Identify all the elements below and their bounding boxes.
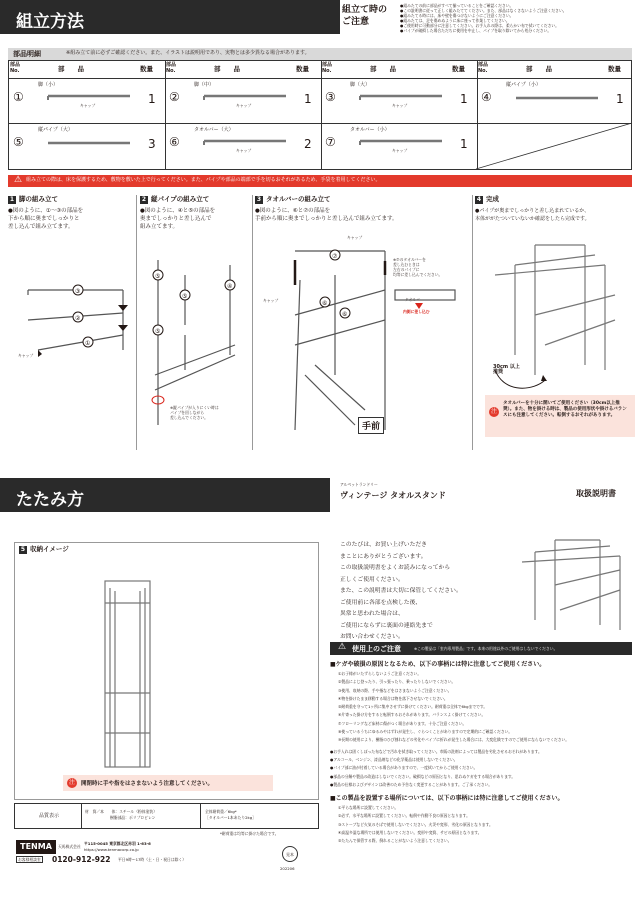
fold-title: たたみ方: [16, 490, 84, 510]
folded-stand-illustration: [15, 543, 320, 801]
page-title: 組立方法: [16, 12, 84, 32]
step-text: ●パイプが奥までしっかりと差し込まれているか、 本体ががたついていないか確認をしたら完成です。: [475, 208, 590, 222]
towel-label: タオルバー: [405, 297, 424, 302]
product-name: ヴィンテージ タオルスタンド: [340, 491, 446, 500]
part-cell: [476, 78, 632, 122]
intro-line: ご使用前に各部を点検した後、: [340, 599, 422, 606]
usage-heading: ■ケガや破損の原因となるため、以下の事柄には特に注意してご使用ください。: [330, 661, 546, 668]
notice-item: ●この説明書に従って正しく組みたててください。また、部品はなくさないようご注意ください。: [400, 8, 567, 13]
manual-label: 取扱説明書: [576, 489, 616, 498]
fold-caution-box: [63, 775, 273, 791]
part-qty: 1: [148, 92, 156, 106]
intro-line: この取扱説明書をよくお読みになってから: [340, 565, 451, 571]
part-name: 脚（大）: [350, 82, 371, 88]
step-title: 完成: [486, 195, 499, 203]
company-logo: TENMA: [16, 840, 56, 854]
part-illustration: [8, 123, 164, 167]
svg-text:⑦: ⑦: [332, 253, 338, 260]
usage-header: [330, 642, 632, 655]
part-cap-label: キャップ: [392, 148, 408, 153]
parts-note: ※組み立て前に必ずご確認ください。また、イラストは説明用であり、実物とは多少異なる場合があります。: [66, 50, 310, 56]
part-illustration: [164, 78, 320, 122]
pipe-assembly-illustration: [140, 195, 250, 450]
part-cap-label: キャップ: [236, 103, 252, 108]
part-illustration: [164, 123, 320, 167]
usage-item: ④高温多湿な場所では使用しないでください。変形や変質、サビの原因となります。: [338, 830, 482, 836]
cap-label: キャップ: [263, 298, 279, 303]
part-qty: 2: [304, 137, 312, 151]
usage-item: ⑤耐荷重を守って1ヶ所に集中させずに掛けてください。耐荷重は全体で6kgまでです。: [338, 704, 488, 710]
usage-title: 使用上のご注意: [352, 645, 401, 653]
part-illustration: [476, 78, 632, 122]
svg-text:②: ②: [75, 315, 81, 322]
part-number: ①: [13, 90, 24, 104]
svg-text:⑤: ⑤: [155, 273, 161, 280]
intro-line: まことにありがとうございます。: [340, 553, 427, 560]
empty-cell: [476, 123, 632, 169]
distance-label: 30cm 以上 推奨: [493, 364, 520, 375]
step-number: 1: [9, 196, 15, 203]
usage-body: [330, 660, 632, 846]
part-cap-label: キャップ: [236, 148, 252, 153]
doc-code: 202206: [280, 866, 295, 871]
spec-footnote: *耐荷重は均等に掛けた場合です。: [220, 831, 279, 836]
usage-item: ①平らな場所に設置してください。: [338, 805, 399, 811]
intro-text: [340, 540, 520, 644]
parts-col-header: [320, 60, 476, 78]
company-block: [14, 838, 319, 878]
part-name: 脚（小）: [38, 82, 59, 88]
spec-material: 材 質／本 体：スチール（粉体塗装）: [85, 809, 157, 814]
cap-label: キャップ: [347, 235, 363, 240]
spec-material-resin: 樹脂部品：ポリプロピレン: [110, 815, 156, 820]
fold-header-bar: [0, 478, 330, 512]
col-no-label: 部品 No.: [322, 62, 333, 74]
intro-line: お問い合わせください。: [340, 634, 404, 640]
intro-line: ご使用にならずに裏面の連絡先まで: [340, 622, 433, 629]
part-name: 縦パイプ（大）: [38, 127, 73, 133]
usage-item: ●アルコール、ベンジン、漆品剤などの化学薬品は使用しないでください。: [330, 756, 458, 762]
spec-weight: 全体耐荷重／6kg*: [205, 809, 237, 814]
svg-text:①: ①: [85, 340, 91, 347]
company-sub: 天馬株式会社: [58, 844, 81, 849]
svg-text:③: ③: [75, 288, 81, 295]
col-name-label: 部 品: [58, 65, 84, 73]
intro-line: 正しくご使用ください。: [340, 576, 404, 583]
step-number: 5: [20, 546, 26, 553]
support-phone: 0120-912-922: [52, 855, 111, 864]
part-cell: [8, 123, 164, 167]
part-cell: [164, 78, 320, 122]
fold-caution-text: 開閉時に手や指をはさまないよう注意してください。: [81, 781, 214, 787]
col-name-label: 部 品: [214, 65, 240, 73]
usage-item: ⑨長期の使用により、樹脂のひび割れなどの劣化やパイプに折れが発生した場合には、大変危険ですのでご使用にならないでください。: [338, 737, 570, 743]
towel-callout: ※⑦のタオルバーを 差し込むときは 左右のパイプに 均等に差し込んでください。: [393, 257, 443, 277]
col-qty-label: 数量: [608, 65, 621, 73]
col-no-label: 部品 No.: [10, 62, 21, 74]
support-label: お客様相談室: [18, 857, 41, 862]
part-number: ⑥: [169, 135, 180, 149]
usage-item: ●お手入れは固くしぼった布などで汚れを拭き取ってください。市販の洗剤によっては製品を劣化させるおそれがあります。: [330, 748, 542, 754]
spec-table: [14, 803, 319, 829]
part-qty: 1: [460, 92, 468, 106]
notice-list: [400, 3, 635, 33]
part-name: 脚（中）: [194, 82, 215, 88]
company-address: 〒115-0045 東京都北区赤羽 1-63-6: [84, 841, 151, 846]
step-text: ●図のように、⑥と⑦の部品を 手前から順に奥までしっかりと差し込んで組み立てます。: [255, 208, 398, 222]
spec-weight-bar: ［タオルバー1本あたり2kg］: [205, 815, 256, 820]
step-number: 2: [141, 196, 147, 203]
part-name: タオルバー（小）: [350, 127, 390, 133]
part-number: ④: [481, 90, 492, 104]
product-brand: アルペットランドリー: [340, 482, 378, 487]
svg-text:⑥: ⑥: [322, 300, 328, 307]
towelbar-assembly-illustration: [255, 195, 470, 450]
step-title: 収納イメージ: [30, 545, 69, 553]
step-text: ●図のように、④と⑤の部品を 奥までしっかりと差し込んで 組み立てます。: [140, 208, 216, 230]
notice-item: ●組みたての前に部品がすべて揃っていることをご確認ください。: [400, 3, 514, 8]
part-number: ③: [325, 90, 336, 104]
usage-item: ④物を掛けたまま移動する場合は物を落下させないでください。: [338, 695, 448, 701]
usage-item: ●製品の仕様およびデザインは改善のため予告なく変更することがあります。ご了承ください。: [330, 781, 493, 787]
top-header-bar: [0, 0, 340, 34]
part-illustration: [320, 123, 476, 167]
notice-item: ●組みたてる時には、床や壁を傷つけないようにご注意ください。: [400, 13, 514, 18]
svg-text:⑤: ⑤: [155, 328, 161, 335]
part-qty: 3: [148, 137, 156, 151]
spec-label: 品質表示: [38, 813, 59, 819]
cap-label: キャップ: [18, 353, 34, 358]
step-number: 4: [476, 196, 482, 203]
parts-header: 部品明細: [13, 50, 41, 58]
step-1: [8, 195, 134, 450]
part-qty: 1: [460, 137, 468, 151]
caution-mark: 注: [68, 779, 75, 786]
step-text: ●図のように、①〜③の部品を 下から順に奥までしっかりと 差し込んで組み立てます。: [8, 208, 84, 230]
part-cap-label: キャップ: [392, 103, 408, 108]
company-url: https://www.tenmacorp.co.jp: [84, 847, 139, 852]
part-cell: [320, 78, 476, 122]
svg-text:⑤: ⑤: [182, 293, 188, 300]
notice-item: ●組みたては、足を傷めぬように床に座って作業してください。: [400, 18, 510, 23]
part-illustration: [8, 78, 164, 122]
front-label: 手前: [358, 417, 384, 434]
step-4: [475, 195, 635, 450]
warning-text: 組み立ての際は、床を保護するため、敷物を敷いた上で行ってください。また、パイプや部品の端部で手を切るおそれがあるため、手袋を着用してください。: [26, 177, 381, 183]
col-name-label: 部 品: [370, 65, 396, 73]
notice-item: ●パイプが破損した場合ただちに使用を中止し、パイプを取り除いてから処分ください。: [400, 28, 552, 33]
usage-item: ③使用、収納の際、手や指などをはさまないようご注意ください。: [338, 687, 452, 693]
part-cell: [8, 78, 164, 122]
usage-item: ⑥片寄った掛け方をすると転倒するおそれがあります。バランスよく掛けてください。: [338, 712, 486, 718]
usage-item: ●パイプ部に油が付着している場合がありますので、一度拭いてからご使用ください。: [330, 765, 478, 771]
step-2: [140, 195, 250, 450]
svg-text:④: ④: [227, 283, 233, 290]
col-no-label: 部品 No.: [166, 62, 177, 74]
notice-item: ●ご使用時に可動部分に注意してください。お手入れの際は、柔らかい布で拭いてください。: [400, 23, 559, 28]
svg-text:⑥: ⑥: [342, 311, 348, 318]
usage-item: ●部品の分解や製品の改造はしないでください。破損などの原因となり、思わぬケガをする場合があります。: [330, 773, 516, 779]
intro-line: 異常と思われた場合は、: [340, 611, 404, 617]
step-title: 脚の組み立て: [19, 195, 58, 203]
warning-icon: ⚠: [338, 642, 347, 652]
parts-col-header: [476, 60, 632, 78]
warning-bar: [8, 175, 632, 187]
usage-item: ⑦フローリングなど床材に傷がつく場合があります。十分ご注意ください。: [338, 720, 467, 726]
notice-title: 組立て時の ご注意: [342, 5, 388, 27]
part-cap-label: キャップ: [80, 103, 96, 108]
step-title: 縦パイプの組み立て: [151, 195, 210, 203]
usage-item: ②製品によじ登ったり、引っ張ったり、乗ったりしないでください。: [338, 679, 456, 685]
part-name: タオルバー（大）: [194, 127, 234, 133]
support-hours: 平日9時〜17時（土・日・祝日は除く）: [118, 857, 186, 862]
part-number: ⑦: [325, 135, 336, 149]
part-name: 縦パイプ（小）: [506, 82, 541, 88]
complete-caution-text: タオルバーを十分に開いてご使用ください（30cm以上推奨）。また、物を掛ける時は、製品の使用形状や掛けるバランスにも注意してください。転倒するおそれがあります。: [503, 401, 627, 418]
col-qty-label: 数量: [140, 65, 153, 73]
usage-note: ※この製品は「室内専用製品」です。本来の用途以外のご使用はしないでください。: [414, 646, 558, 651]
intro-line: このたびは、お買い上げいただき: [340, 542, 427, 548]
col-no-label: 部品 No.: [478, 62, 489, 74]
step-3: [255, 195, 470, 450]
parts-header-bar: [8, 48, 632, 60]
direction-label: 内側に差し込む: [403, 309, 430, 314]
col-name-label: 部 品: [526, 65, 552, 73]
usage-item: ⑤たたんで保管する際、倒れることがないよう注意してください。: [338, 838, 452, 844]
col-qty-label: 数量: [452, 65, 465, 73]
complete-caution-box: [485, 395, 635, 437]
part-cell: [320, 123, 476, 167]
usage-item: ①お子様がいたずらしないようご注意ください。: [338, 671, 422, 676]
parts-col-header: [164, 60, 320, 78]
pipe-note: ※縦パイプが入りにくい時は パイプを回しながら 差し込んでください。: [170, 405, 219, 420]
part-illustration: [320, 78, 476, 122]
caution-mark: 注: [490, 408, 497, 415]
part-qty: 1: [304, 92, 312, 106]
leg-assembly-illustration: [8, 195, 134, 450]
step-number: 3: [256, 196, 262, 203]
seal-mark: 見本: [282, 846, 298, 862]
part-number: ⑤: [13, 135, 24, 149]
col-qty-label: 数量: [296, 65, 309, 73]
warning-icon: ⚠: [14, 175, 23, 185]
part-qty: 1: [616, 92, 624, 106]
fold-section: [14, 542, 319, 800]
product-header: [330, 478, 640, 512]
part-number: ②: [169, 90, 180, 104]
parts-col-header: [8, 60, 164, 78]
product-illustration: [520, 530, 630, 640]
step-title: タオルバーの組み立て: [266, 195, 331, 203]
intro-line: また、この説明書は大切に保管してください。: [340, 588, 462, 594]
usage-heading: ■この製品を設置する場所については、以下の事柄には特に注意してご使用ください。: [330, 795, 564, 803]
usage-item: ③ストーブなど火気のそばで使用しないでください。火災や変形、劣化の原因となります。: [338, 821, 493, 827]
part-cell: [164, 123, 320, 167]
usage-item: ②必ず、水平な場所に設置してください。転倒や作動不良の原因となります。: [338, 813, 470, 819]
usage-item: ⑧使っているうちにゆるみやはずれが発生し、ぐらつくことがありますので定期的にご確認ください。: [338, 729, 513, 735]
